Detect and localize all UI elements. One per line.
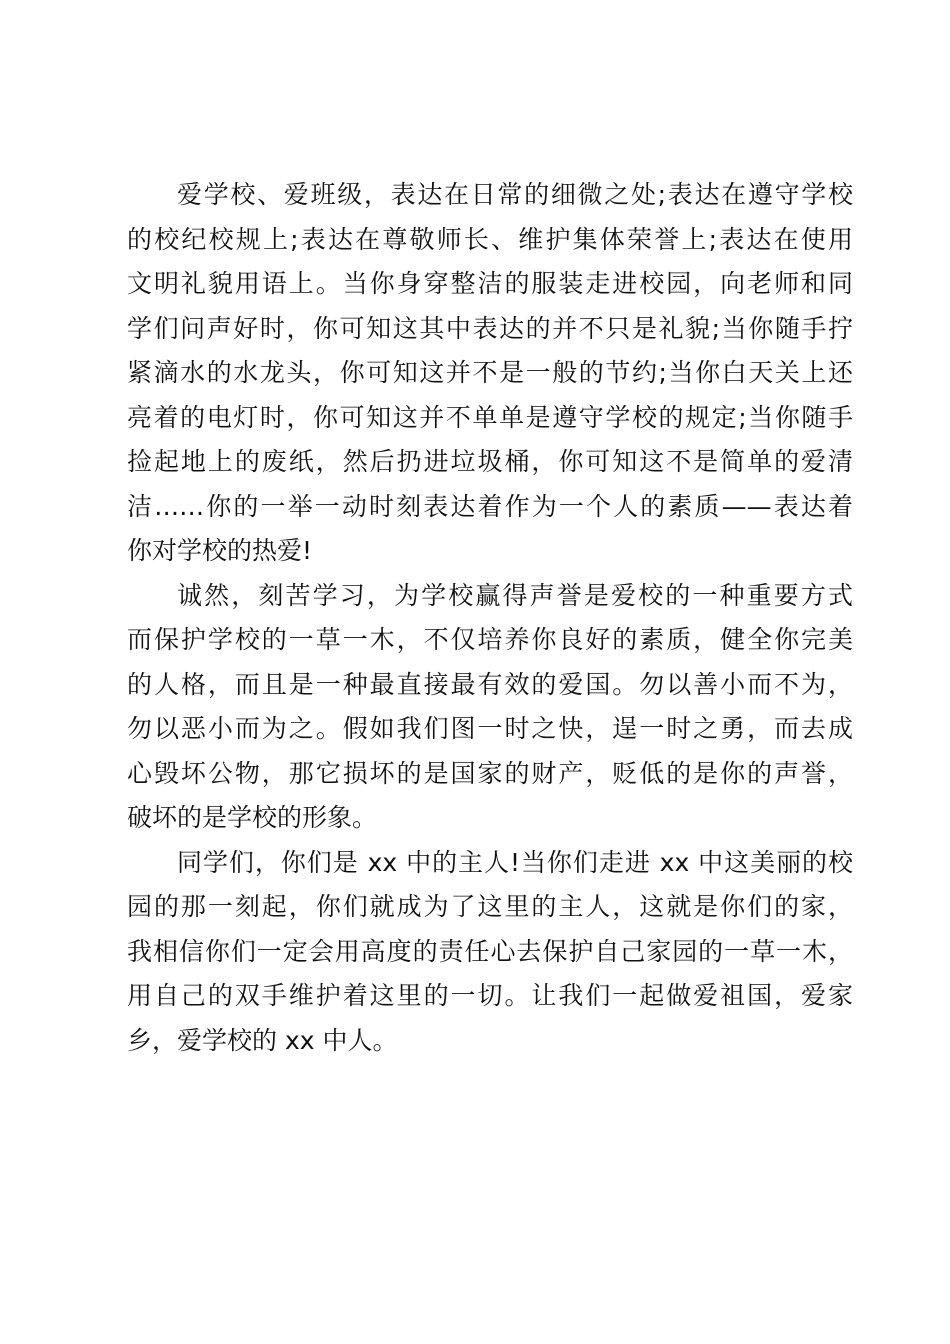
paragraph-3: [127, 841, 853, 1064]
paragraph-line: 而保护学校的一草一木，不仅培养你良好的素质，健全你完美: [127, 625, 853, 654]
paragraph-line: 的人格，而且是一种最直接最有效的爱国。勿以善小而不为，: [127, 669, 853, 699]
paragraph-2: [127, 574, 853, 841]
paragraph-line: 心毁坏公物，那它损坏的是国家的财产，贬低的是你的声誉，: [127, 758, 853, 788]
paragraph-line: 用自己的双手维护着这里的一切。让我们一起做爱祖国，爱家: [127, 981, 853, 1010]
paragraph-line: 你对学校的热爱!: [127, 536, 313, 565]
paragraph-line: 诚然，刻苦学习，为学校赢得声誉是爱校的一种重要方式: [177, 580, 853, 610]
document-body: [127, 173, 853, 1063]
paragraph-line: 勿以恶小而为之。假如我们图一时之快，逞一时之勇，而去成: [127, 714, 853, 743]
paragraph-line: 学们问声好时，你可知这其中表达的并不只是礼貌;当你随手拧: [127, 313, 853, 343]
paragraph-line: 紧滴水的水龙头，你可知这并不是一般的节约;当你白天关上还: [127, 358, 853, 387]
paragraph-line: 文明礼貌用语上。当你身穿整洁的服装走进校园，向老师和同: [127, 269, 853, 298]
paragraph-line: 我相信你们一定会用高度的责任心去保护自己家园的一草一木，: [127, 936, 853, 966]
paragraph-line: 的校纪校规上;表达在尊敬师长、维护集体荣誉上;表达在使用: [127, 224, 853, 254]
paragraph-line: 爱学校、爱班级，表达在日常的细微之处;表达在遵守学校: [177, 180, 853, 209]
paragraph-line: 捡起地上的废纸，然后扔进垃圾桶，你可知这不是简单的爱清: [127, 447, 853, 476]
paragraph-line: 洁……你的一举一动时刻表达着作为一个人的素质——表达着: [127, 491, 853, 521]
paragraph-line: 乡，爱学校的 xx 中人。: [127, 1025, 398, 1055]
paragraph-1: [127, 173, 853, 574]
paragraph-line: 同学们，你们是 xx 中的主人!当你们走进 xx 中这美丽的校: [177, 847, 853, 877]
paragraph-line: 破坏的是学校的形象。: [127, 803, 378, 832]
paragraph-line: 园的那一刻起，你们就成为了这里的主人，这就是你们的家，: [127, 892, 853, 921]
paragraph-line: 亮着的电灯时，你可知这并不单单是遵守学校的规定;当你随手: [127, 402, 853, 432]
